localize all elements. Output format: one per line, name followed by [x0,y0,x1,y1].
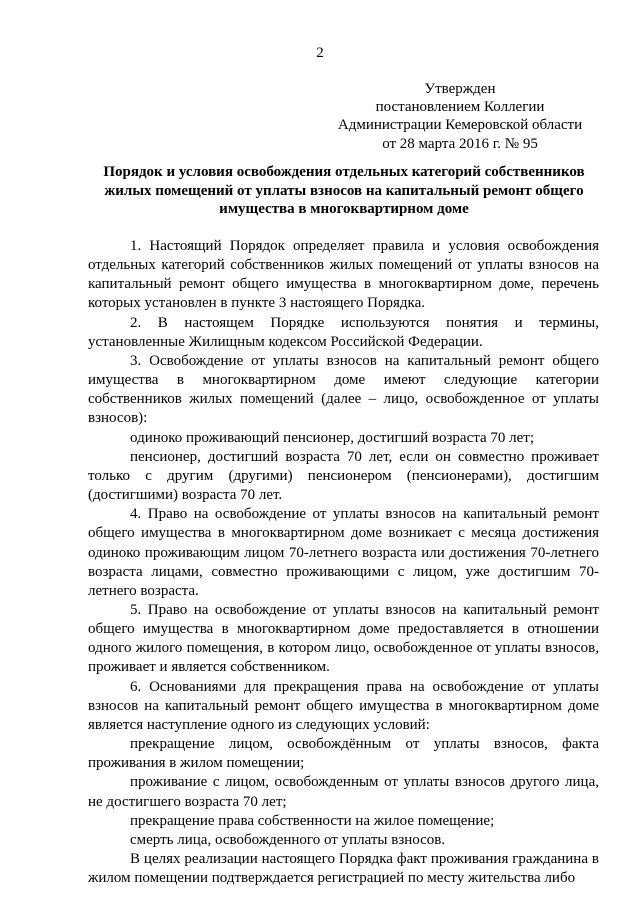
page-number: 2 [316,45,324,61]
approval-line: от 28 марта 2016 г. № 95 [382,135,538,152]
paragraph-category-2: пенсионер, достигший возраста 70 лет, если он совместно проживает только с другим (другими) пенсионером (пенсионерами), достигшим (достигшими) возраста 70 лет. [88,448,599,504]
title-line: жилых помещений от уплаты взносов на капитальный ремонт общего [104,182,584,199]
document-body [88,237,599,888]
paragraph-item-6: 6. Основаниями для прекращения права на освобождение от уплаты взносов на капитальный ремонт общего имущества в многоквартирном доме является наступление одного из следующих условий: [88,678,599,733]
approval-line: Администрации Кемеровской области [337,117,583,134]
paragraph-condition-4: смерть лица, освобожденного от уплаты взносов. [130,831,446,848]
paragraph-item-5: 5. Право на освобождение от уплаты взносов на капитальный ремонт общего имущества в многоквартирном доме предоставляется в отношении одного жилого помещения, в котором лицо, освобожденное от уплаты взносов, проживает и является собственником. [88,601,599,676]
paragraph-item-1: 1. Настоящий Порядок определяет правила и условия освобождения отдельных категорий собственников жилых помещений от уплаты взносов на капитальный ремонт общего имущества в многоквартирном доме, перечень которых установлен в пункте 3 настоящего Порядка. [88,238,599,312]
paragraph-item-3: 3. Освобождение от уплаты взносов на капитальный ремонт общего имущества в многоквартирном доме имеют следующие категории собственников жилых помещений (далее – лицо, освобожденное от уплаты взносов): [88,352,599,427]
approval-block [320,80,600,153]
document-title [84,163,604,219]
paragraph-item-4: 4. Право на освобождение от уплаты взносов на капитальный ремонт общего имущества в многоквартирном доме возникает с месяца достижения одиноко проживающим лицом 70-летнего возраста или достижения 70-летнего возраста лицами, совместно проживающими с лицом, уже достигшим 70-летнего возраста. [88,506,599,599]
paragraph-condition-1: прекращение лицом, освобождённым от уплаты взносов, факта проживания в жилом помещении; [88,736,599,772]
paragraph-residence: В целях реализации настоящего Порядка факт проживания гражданина в жилом помещении подтверждается регистрацией по месту жительства либо [88,851,599,887]
paragraph-condition-3: прекращение права собственности на жилое помещение; [130,812,495,829]
title-line: Порядок и условия освобождения отдельных категорий собственников [103,164,585,180]
paragraph-condition-2: проживание с лицом, освобожденным от уплаты взносов другого лица, не достигшего возраста 70 лет; [88,774,599,810]
paragraph-category-1: одиноко проживающий пенсионер, достигший возраста 70 лет; [130,429,534,446]
paragraph-item-2: 2. В настоящем Порядке используются понятия и термины, установленные Жилищным кодексом Российской Федерации. [88,314,599,350]
title-line: имущества в многоквартирном доме [219,201,469,217]
approval-line: постановлением Коллегии [375,99,545,116]
approval-line: Утвержден [424,81,496,97]
